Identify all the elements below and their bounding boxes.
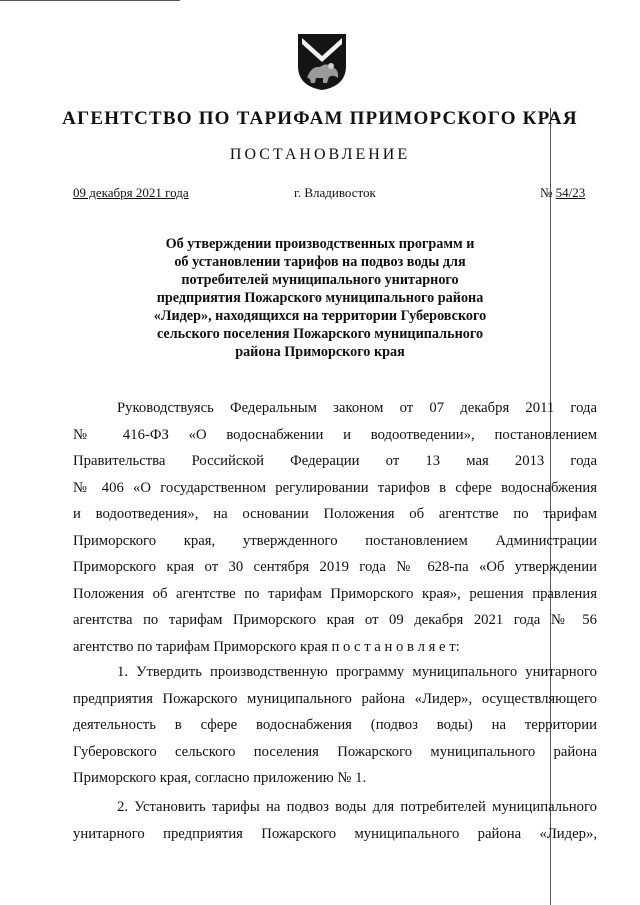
title-line: «Лидер», находящихся на территории Губеровского <box>153 308 487 324</box>
body-line: агентства по тарифам Приморского края от 09 декабря 2021 года № 56 <box>73 612 597 628</box>
number-value: 54/23 <box>555 185 586 200</box>
body-line: предприятия Пожарского муниципального района «Лидер», осуществляющего <box>73 690 597 707</box>
body-line: 2. Установить тарифы на подвоз воды для потребителей муниципального <box>117 799 597 815</box>
number-sign: № <box>540 185 553 200</box>
body-line: Положения об агентстве по тарифам Приморского края», решения правления <box>73 585 597 602</box>
clause-1-paragraph <box>73 659 597 792</box>
scan-edge-line <box>0 0 180 1</box>
clause-2-paragraph <box>73 794 597 847</box>
title-line: Об утверждении производственных программ и <box>165 236 475 252</box>
body-line: Губеровского сельского поселения Пожарского муниципального района <box>73 743 597 760</box>
body-line: Приморского края от 30 сентября 2019 года № 628-па «Об утверждении <box>73 559 597 575</box>
title-line: района Приморского края <box>235 344 405 360</box>
document-type: ПОСТАНОВЛЕНИЕ <box>229 146 411 163</box>
title-line: потребителей муниципального унитарного <box>181 272 459 288</box>
preamble-paragraph <box>73 395 597 660</box>
coat-of-arms-icon <box>296 32 348 92</box>
document-title <box>120 235 520 361</box>
agency-name: АГЕНТСТВО ПО ТАРИФАМ ПРИМОРСКОГО КРАЯ <box>62 108 578 129</box>
title-line: предприятия Пожарского муниципального района <box>156 290 484 306</box>
body-line: и водоотведения», на основании Положения об агентстве по тарифам <box>73 506 597 522</box>
body-line: № 416-ФЗ «О водоснабжении и водоотведении», постановлением <box>73 426 597 443</box>
document-date: 09 декабря 2021 года <box>73 185 189 200</box>
title-line: об установлении тарифов на подвоз воды для <box>174 254 466 270</box>
document-number <box>540 185 585 201</box>
body-line: Приморского края, утвержденного постановлением Администрации <box>73 532 597 549</box>
document-city: г. Владивосток <box>294 185 376 200</box>
body-line: унитарного предприятия Пожарского муниципального района «Лидер», <box>73 825 597 842</box>
body-line: № 406 «О государственном регулировании тарифов в сфере водоснабжения <box>73 479 597 496</box>
body-line: Приморского края, согласно приложению № 1. <box>73 770 367 786</box>
body-line: Правительства Российской Федерации от 13 мая 2013 года <box>73 453 597 469</box>
body-line: деятельность в сфере водоснабжения (подвоз воды) на территории <box>73 717 597 733</box>
title-line: сельского поселения Пожарского муниципального <box>156 326 484 342</box>
body-line: 1. Утвердить производственную программу муниципального унитарного <box>117 664 597 680</box>
body-line: Руководствуясь Федеральным законом от 07 декабря 2011 года <box>117 400 597 416</box>
body-line: агентство по тарифам Приморского края п о с т а н о в л я е т: <box>73 638 460 655</box>
